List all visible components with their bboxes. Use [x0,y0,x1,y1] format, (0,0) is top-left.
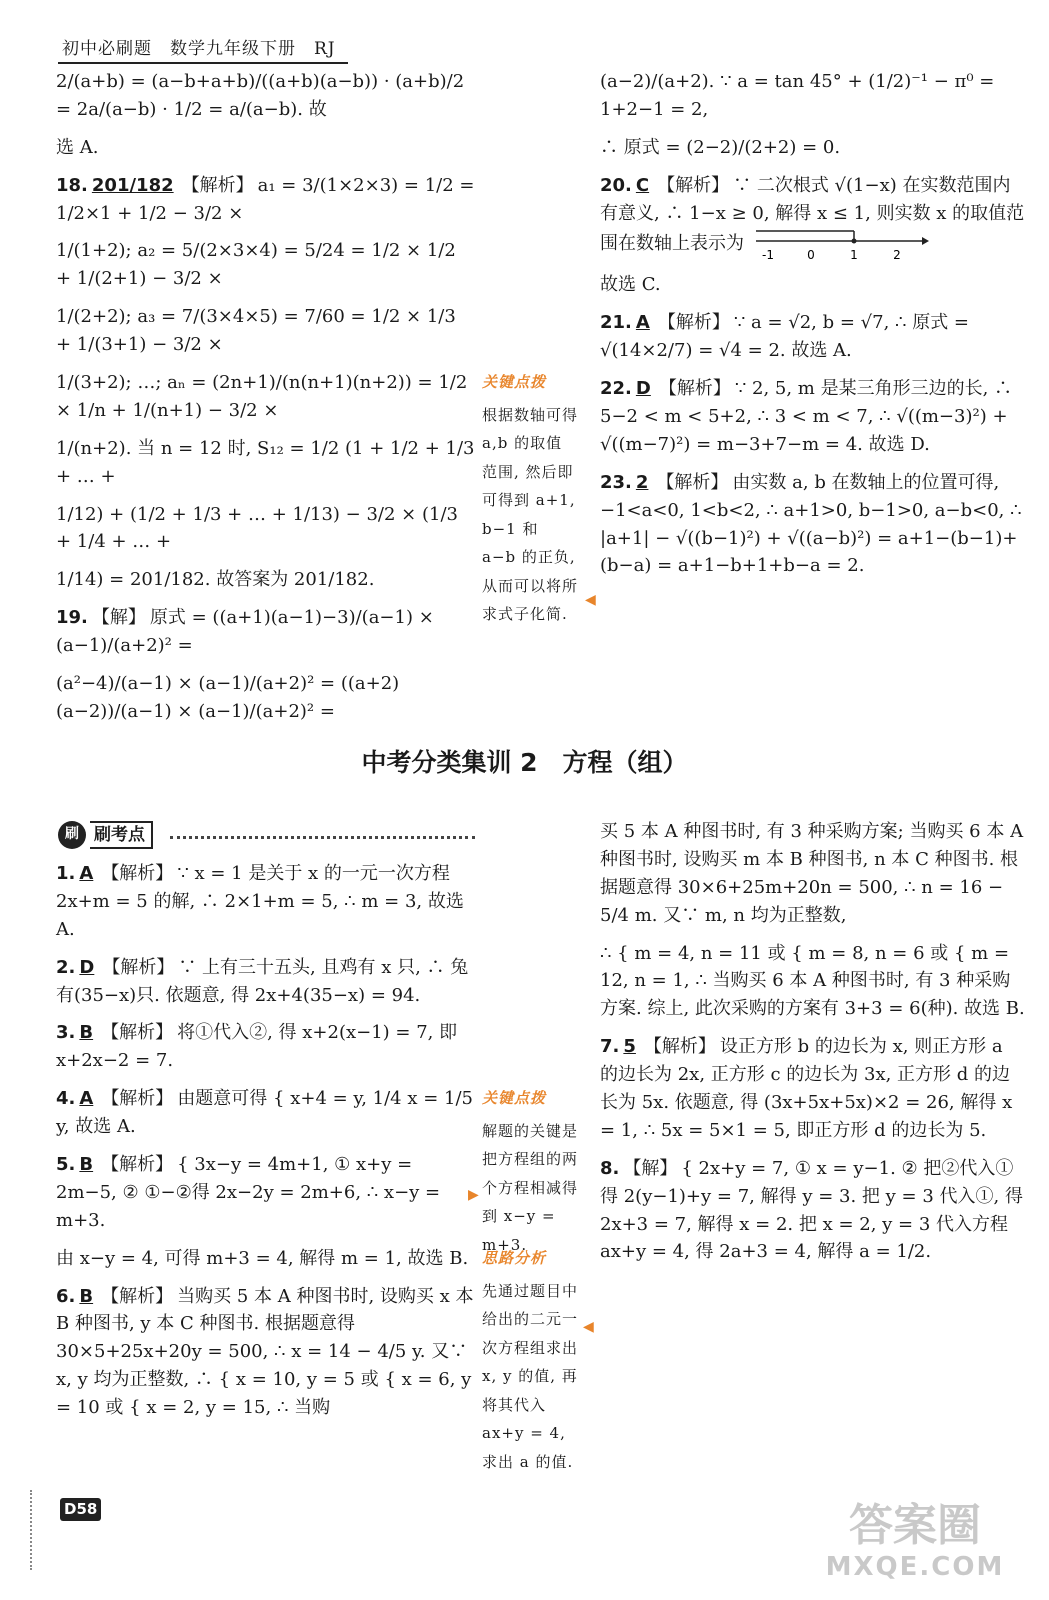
dotted-divider [170,836,475,839]
answer: D [79,956,95,978]
question-5: 5. B 【解析】 { 3x−y = 4m+1, ① x+y = 2m−5, ② ①−②得 2x−2y = 2m+6, ∴ x−y = m+3. [56,1154,441,1231]
page-corner-mark [30,1490,52,1570]
question-number: 1. [56,863,76,884]
answer: B [79,1285,94,1307]
answer: B [79,1154,94,1176]
section-title: 中考分类集训 2 方程（组） [361,748,688,777]
analysis-tag: 【解析】 [658,378,731,400]
answer: 2 [635,471,649,493]
arrow-icon: ◀ [583,1319,594,1335]
text-line: 2/(a+b) = (a−b+a+b)/((a+b)(a−b)) · (a+b)/2 = 2a/(a−b) · 1/2 = a/(a−b). 故 [56,71,465,120]
arrow-icon: ◀ [585,592,596,608]
question-number: 8. [600,1157,620,1179]
answer: 5 [623,1036,636,1058]
question-7: 7. 5 【解析】 设正方形 b 的边长为 x, 则正方形 a 的边长为 2x, 正方形 c 的边长为 3x, 正方形 d 的边长为 5x. 依题意, 得 (3x+5x+5x)×2 = 26, 解得 x = 1, ∴ 5x = 5×1 = 5, 即正方形 d 的边长为 5. [600,1036,1013,1141]
analysis-tag: 【解析】 [101,1154,174,1176]
answer: B [79,1022,94,1044]
text-line: 1/(3+2); …; aₙ = (2n+1)/(n(n+1)(n+2)) = 1/2 × 1/n + 1/(n+1) − 3/2 × [56,372,468,421]
solution-tag: 【解】 [91,607,146,629]
text-line: ∴ 原式 = (2−2)/(2+2) = 0. [600,136,841,158]
analysis-tag: 【解析】 [102,956,175,978]
text-line: (a²−4)/(a−1) × (a−1)/(a+2)² = ((a+2)(a−2))/(a−1) × (a−1)/(a+2)² = [56,673,400,722]
question-number: 18. [56,174,88,196]
sidebar-text: 解题的关键是把方程组的两个方程相减得到 x−y = m+3. [482,1121,579,1254]
text-line: 故选 C. [600,274,661,296]
question-3: 3. B 【解析】 将①代入②, 得 x+2(x−1) = 7, 即 x+2x−2 = 7. [56,1022,458,1072]
answer: A [79,1088,94,1110]
text-line: (a−2)/(a+2). ∵ a = tan 45° + (1/2)⁻¹ − π⁰ = 1+2−1 = 2, [600,71,995,120]
tick-label: -1 [761,248,774,262]
answer: D [635,378,651,400]
text-line: 1/(2+2); a₃ = 7/(3×4×5) = 7/60 = 1/2 × 1/3 + 1/(3+1) − 3/2 × [56,306,456,356]
question-22: 22. D 【解析】 ∵ 2, 5, m 是某三角形三边的长, ∴ 5−2 < m < 5+2, ∴ 3 < m < 7, ∴ √((m−3)²) + √((m−7)²) = m−3+7−m = 4. 故选 D. [600,378,1013,455]
question-8: 8. 【解】 { 2x+y = 7, ① x = y−1. ② 把②代入①得 2(y−1)+y = 7, 解得 y = 3. 把 y = 3 代入①, 得 2x+3 = 7, 解得 x = 2. 把 x = 2, y = 3 代入方程 ax+y = 4, 得 2a+3 = 4, 解得 a = 1/2. [600,1157,1023,1263]
question-number: 3. [56,1022,76,1044]
question-number: 5. [56,1154,76,1176]
question-number: 23. [600,471,632,493]
solution-tag: 【解】 [623,1157,678,1179]
analysis-tag: 【解析】 [101,1088,174,1110]
key-tip-sidebar-2 [482,1084,578,1259]
badge-label: 刷考点 [90,821,153,849]
question-number: 21. [600,312,632,334]
text-line: 选 A. [56,136,99,158]
text-line: ∴ { m = 4, n = 11 或 { m = 8, n = 6 或 { m = 12, n = 1, ∴ 当购买 6 本 A 种图书时, 有 3 种采购方案. 综上, 此次采购的方案有 3+3 = 6(种). 故选 B. [600,942,1025,1020]
sidebar-title: 关键点拨 [482,1089,547,1107]
tick-label: 2 [892,248,901,262]
question-6: 6. B 【解析】 当购买 5 本 A 种图书时, 设购买 x 本 B 种图书, y 本 C 种图书. 根据题意得 30×5+25x+20y = 500, ∴ x = 14 − 4/5 y. 又∵ x, y 均为正整数, ∴ { x = 10, y = 5 或 { x = 6, y = 10 或 { x = 2, y = 15, ∴ 当购 [56,1285,474,1419]
page-number: D58 [60,1498,101,1521]
right-top-column [600,68,1025,590]
sidebar-text: 根据数轴可得 a,b 的取值范围, 然后即可得到 a+1, b−1 和 a−b 的正负, 从而可以将所求式子化简. [482,405,579,623]
header-rule [58,62,348,64]
answer: C [635,174,650,196]
analysis-tag: 【解析】 [657,174,730,196]
analysis-tag: 【解析】 [657,312,730,334]
analysis-tag: 【解析】 [656,471,729,493]
left-bottom-column [56,860,476,1432]
idea-sidebar [482,1244,578,1476]
answer: A [635,312,650,334]
answer: A [79,863,94,884]
question-4: 4. A 【解析】 由题意可得 { x+4 = y, 1/4 x = 1/5 y, 故选 A. [56,1088,473,1138]
analysis-tag: 【解析】 [101,863,174,884]
tick-label: 1 [849,248,858,262]
sidebar-text: 先通过题目中给出的二元一次方程组求出 x, y 的值, 再将其代入 ax+y = 4, 求出 a 的值. [482,1281,579,1471]
question-2: 2. D 【解析】 ∵ 上有三十五头, 且鸡有 x 只, ∴ 兔有(35−x)只. 依题意, 得 2x+4(35−x) = 94. [56,956,469,1006]
text-line: 1/(n+2). 当 n = 12 时, S₁₂ = 1/2 (1 + 1/2 + 1/3 + … + [56,437,475,487]
page-header: 初中必刷题 数学九年级下册 RJ [62,39,336,59]
analysis-tag: 【解析】 [101,1285,174,1307]
question-23: 23. 2 【解析】 由实数 a, b 在数轴上的位置可得, −1<a<0, 1<b<2, ∴ a+1>0, b−1>0, a−b<0, ∴ |a+1| − √((b−1)²) + √((a−b)²) = a+1−(b−1)+(b−a) = a+1−b+1+b−a = 2. [600,471,1022,577]
question-number: 7. [600,1036,620,1058]
text-line: 1/14) = 201/182. 故答案为 201/182. [56,569,375,591]
analysis-tag: 【解析】 [643,1036,716,1058]
right-bottom-column [600,818,1025,1276]
text-line: 由 x−y = 4, 可得 m+3 = 4, 解得 m = 1, 故选 B. [56,1247,469,1269]
left-top-column [56,68,476,736]
text-line: 1/12) + (1/2 + 1/3 + … + 1/13) − 3/2 × (1/3 + 1/4 + … + [56,503,458,553]
key-tip-sidebar [482,368,578,629]
question-20: 20. C 【解析】 ∵ 二次根式 √(1−x) 在实数范围内有意义, ∴ 1−x ≥ 0, 解得 x ≤ 1, 则实数 x 的取值范围在数轴上表示为 -1 0 1 2 [600,174,1025,262]
analysis-tag: 【解析】 [101,1022,174,1044]
number-line [754,227,929,261]
watermark-url: MXQE.COM [825,1552,1005,1582]
text-line: 买 5 本 A 种图书时, 有 3 种采购方案; 当购买 6 本 A 种图书时, 设购买 m 本 B 种图书, n 本 C 种图书. 根据题意得 30×6+25m+20n = 500, ∴ n = 16 − 5/4 m. 又∵ m, n 均为正整数, [600,821,1024,926]
arrow-icon: ▶ [468,1187,479,1203]
question-number: 4. [56,1088,76,1110]
watermark-text: 答案圈 [849,1500,981,1551]
sidebar-title: 关键点拨 [482,373,547,391]
question-number: 20. [600,174,632,196]
tick-label: 0 [806,248,815,262]
question-number: 19. [56,607,88,629]
practice-badge [58,820,168,850]
question-number: 2. [56,956,76,978]
question-18: 18. 201/182 【解析】 a₁ = 3/(1×2×3) = 1/2 = 1/2×1 + 1/2 − 3/2 × [56,174,475,224]
question-19: 19. 【解】 原式 = ((a+1)(a−1)−3)/(a−1) × (a−1)/(a+2)² = [56,607,434,657]
watermark [800,1500,1030,1590]
question-number: 22. [600,378,632,400]
question-1: 1. A 【解析】 ∵ x = 1 是关于 x 的一元一次方程 2x+m = 5 的解, ∴ 2×1+m = 5, ∴ m = 3, 故选 A. [56,863,464,940]
pen-icon: 刷 [58,821,86,849]
analysis-tag: 【解析】 [181,174,254,196]
question-number: 6. [56,1285,76,1307]
question-21: 21. A 【解析】 ∵ a = √2, b = √7, ∴ 原式 = √(14×2/7) = √4 = 2. 故选 A. [600,312,970,362]
sidebar-title: 思路分析 [482,1249,547,1267]
answer: 201/182 [91,174,174,196]
text-line: 1/(1+2); a₂ = 5/(2×3×4) = 5/24 = 1/2 × 1/2 + 1/(2+1) − 3/2 × [56,240,456,290]
